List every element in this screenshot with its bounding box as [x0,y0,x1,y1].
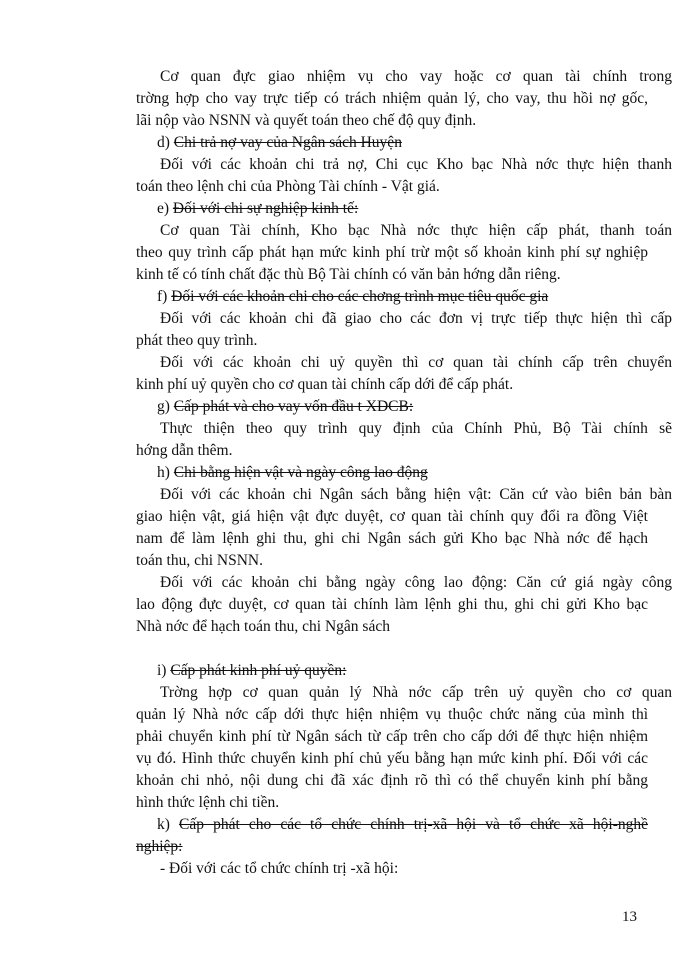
paragraph-line: Trờng hợp cơ quan quản lý Nhà nớc cấp trên uỷ quyền cho cơ quan [160,684,672,701]
section-heading-i [157,660,346,682]
paragraph-line: Đối với các khoản chi uỷ quyền thì cơ quan tài chính cấp trên chuyển [160,354,672,371]
section-heading-g [157,396,413,418]
paragraph-line: Thực thiện theo quy trình quy định của Chính Phủ, Bộ Tài chính sẽ [160,420,672,437]
paragraph-line: Đối với các khoản chi bằng ngày công lao động: Căn cứ giá ngày công [160,574,672,591]
heading-text: Đối với chi sự nghiệp kinh tế: [172,200,359,217]
heading-label: e) [157,200,173,217]
paragraph-line: toán theo lệnh chi của Phòng Tài chính - Vật giá. [136,178,440,195]
paragraph-line: lãi nộp vào NSNN và quyết toán theo chế độ quy định. [136,112,477,129]
paragraph-line: - Đối với các tổ chức chính trị -xã hội: [160,860,399,877]
paragraph-line: quản lý Nhà nớc cấp dới thực hiện nhiệm vụ thuộc chức năng của mình thì [136,706,648,723]
paragraph-line: Đối với các khoản chi đã giao cho các đơn vị trực tiếp thực hiện thì cấp [160,310,672,327]
heading-label: d) [157,134,174,151]
heading-label: h) [157,464,174,481]
paragraph-line: Cơ quan Tài chính, Kho bạc Nhà nớc thực hiện cấp phát, thanh toán [160,222,672,239]
paragraph-line: Đối với các khoản chi Ngân sách bằng hiện vật: Căn cứ vào biên bản bàn [160,486,672,503]
paragraph-line: khoản chi nhỏ, nội dung chi đã xác định rõ thì có thể chuyển kinh phí bằng [136,772,648,789]
paragraph-line: toán thu, chi NSNN. [136,552,264,569]
paragraph-line: hình thức lệnh chi tiền. [136,794,280,811]
paragraph-line: Đối với các khoản chi trả nợ, Chi cục Kho bạc Nhà nớc thực hiện thanh [160,156,672,173]
page-number: 13 [622,909,637,925]
heading-text: Cấp phát kinh phí uỷ quyền: [170,662,347,679]
paragraph-line: giao hiện vật, giá hiện vật đực duyệt, cơ quan tài chính quy đổi ra đồng Việt [136,508,648,525]
paragraph-line: kinh tế có tính chất đặc thù Bộ Tài chính có văn bản hớng dẫn riêng. [136,266,561,283]
heading-text: Cấp phát và cho vay vốn đầu t XDCB: [173,398,414,415]
paragraph-line: phát theo quy trình. [136,332,258,349]
section-heading-h [157,462,428,484]
paragraph-line: nam để làm lệnh ghi thu, ghi chi Ngân sách gửi Kho bạc Nhà nớc để hạch [136,530,648,547]
paragraph-line: lao động đực duyệt, cơ quan tài chính làm lệnh ghi thu, ghi chi gửi Kho bạc [136,596,648,613]
paragraph-line: theo quy trình cấp phát hạn mức kinh phí trừ một số khoản kinh phí sự nghiệp [136,244,648,261]
paragraph-line: Nhà nớc để hạch toán thu, chi Ngân sách [136,618,390,635]
paragraph-line: hớng dẫn thêm. [136,442,233,459]
section-heading-k-continued [136,836,648,858]
paragraph-line: trờng hợp cho vay trực tiếp có trách nhiệm quản lý, cho vay, thu hồi nợ gốc, [136,90,648,107]
section-heading-k [157,814,648,836]
heading-text: Cấp phát cho các tổ chức chính trị-xã hội và tổ chức xã hội-nghề [179,816,648,833]
heading-text: Chi trả nợ vay của Ngân sách Huyện [173,134,402,151]
heading-text: nghiệp: [136,838,183,855]
paragraph-line: Cơ quan đực giao nhiệm vụ cho vay hoặc cơ quan tài chính trong [160,68,672,85]
section-heading-e [157,198,358,220]
paragraph-line: phải chuyển kinh phí từ Ngân sách từ cấp trên cho cấp dới để thực hiện nhiệm [136,728,648,745]
heading-label: k) [157,816,180,833]
heading-label: i) [157,662,171,679]
paragraph-line: vụ đó. Hình thức chuyển kinh phí chủ yếu bằng hạn mức kinh phí. Đối với các [136,750,648,767]
section-heading-f [157,286,548,308]
section-heading-d [157,132,402,154]
heading-label: g) [157,398,174,415]
heading-text: Đối với các khoản chi cho các chơng trình mục tiêu quốc gia [171,288,549,305]
heading-label: f) [157,288,172,305]
paragraph-line: kinh phí uỷ quyền cho cơ quan tài chính cấp dới để cấp phát. [136,376,514,393]
heading-text: Chi bằng hiện vật và ngày công lao động [173,464,428,481]
